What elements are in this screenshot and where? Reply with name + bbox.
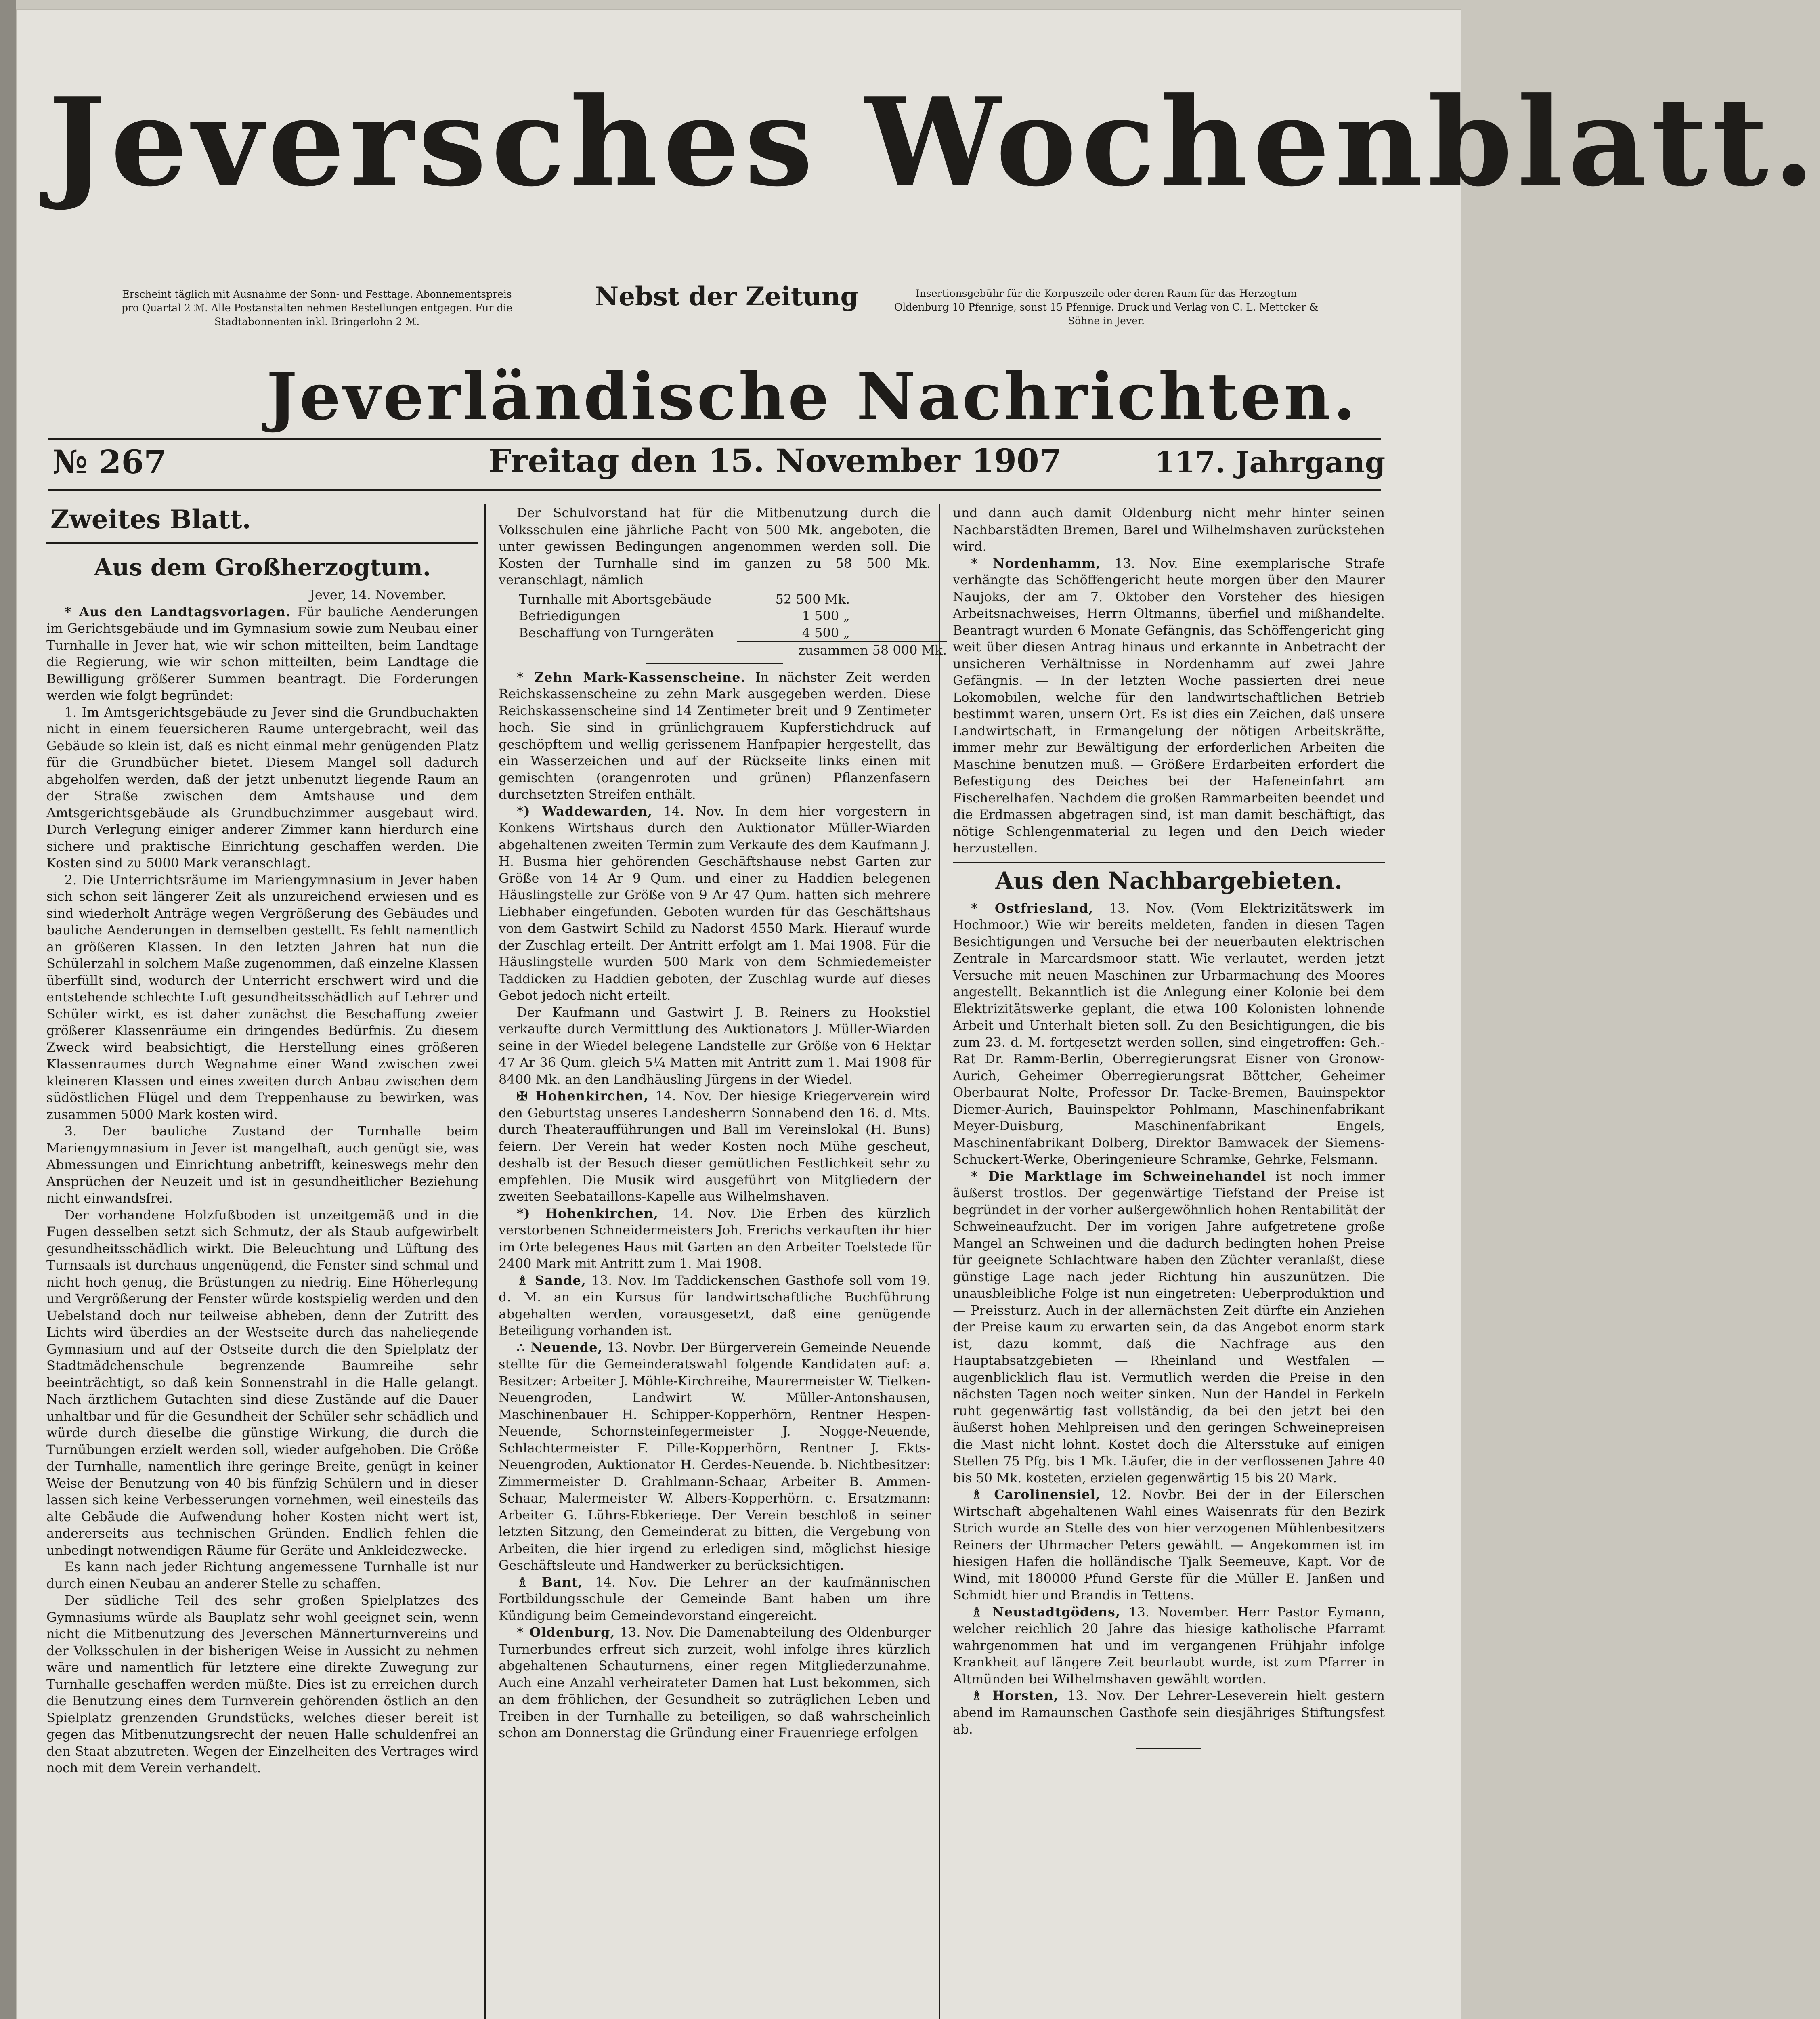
article-heading: *) Waddewarden, [516, 803, 653, 819]
article-paragraph [499, 1624, 931, 1742]
supplement-notice: Nebst der Zeitung [595, 281, 859, 312]
article-paragraph: Es kann nach jeder Richtung angemessene Turnhalle ist nur durch einen Neubau an anderer Stelle zu schaffen. [46, 1559, 478, 1591]
cost-amount: 1 500 „ [802, 608, 850, 623]
article-heading: * Die Marktlage im Schweinehandel [971, 1168, 1266, 1184]
article-heading: ✠ Hohenkirchen, [516, 1088, 649, 1104]
column-3 [953, 505, 1385, 1749]
article-text: 14. Nov. Der hiesige Kriegerverein wird den Geburtstag unseres Landesherrn Sonnabend den 16. d. Mts. durch Theateraufführungen und Ball im Vereinslokal (H. Buns) feiern. Der Verein hat weder Kosten noch Mühe gescheut, deshalb ist der Besuch dieser gemütlichen Festlichkeit sehr zu empfehlen. Die Musik wird ausgeführt von Mitgliedern der zweiten Seebataillons-Kapelle aus Wilhelmshaven. [499, 1088, 931, 1204]
article-text: In nächster Zeit werden Reichskassenscheine zu zehn Mark ausgegeben werden. Diese Reichskassenscheine sind 14 Zentimeter breit und 9 Zentimeter hoch. Sie sind in grünlichgrauem Kupferstichdruck auf geschöpftem und wellig gerissenem Hanfpapier hergestellt, das ein Wasserzeichen und auf der Rückseite links einen mit gemischten (orangenroten und grünen) Pflanzenfasern durchsetzten Streifen enthält. [499, 669, 931, 802]
masthead-rule-top [48, 438, 1381, 440]
cost-amount: 52 500 Mk. [775, 591, 850, 607]
article-paragraph: und dann auch damit Oldenburg nicht mehr hinter seinen Nachbarstädten Bremen, Barel und Wilhelmshaven zurückstehen wird. [953, 505, 1385, 554]
sheet-label: Zweites Blatt. [46, 502, 478, 544]
subscription-notice: Erscheint täglich mit Ausnahme der Sonn- und Festtage. Abonnementspreis pro Quartal 2 ℳ. Alle Postanstalten nehmen Bestellungen entgegen. Für die Stadtabonnenten inkl. Bringerlohn 2 ℳ. [121, 288, 513, 327]
article-paragraph [953, 1687, 1385, 1738]
article-paragraph [499, 1574, 931, 1624]
cost-total: zusammen 58 000 Mk. [737, 641, 947, 659]
issue-date: Freitag den 15. November 1907 [489, 442, 1062, 480]
article-heading: ∴ Neuende, [516, 1339, 603, 1355]
dateline: Jever, 14. November. [310, 587, 446, 602]
article-paragraph [499, 1088, 931, 1205]
cost-item: Befriedigungen [519, 608, 621, 623]
article-text: 13. Nov. (Vom Elektrizitätswerk im Hochmoor.) Wie wir bereits meldeten, fanden in diesen Tagen Besichtigungen und Versuche bei der neuerbauten elektrischen Zentrale in Marcardsmoor statt. Wie verlautet, werden jetzt Versuche mit neuen Maschinen zur Urbarmachung des Moores angestellt. Bekanntlich ist die Anlegung einer Kolonie bei dem Elektrizitätswerke geplant, die etwa 100 Kolonisten lohnende Arbeit und Unterhalt bieten soll. Zu den Besichtigungen, die bis zum 23. d. M. fortgesetzt werden sollen, sind eingetroffen: Geh.-Rat Dr. Ramm-Berlin, Oberregierungsrat Eisner von Gronow-Aurich, Geheimer Oberregierungsrat Böttcher, Geheimer Oberbaurat Nolte, Professor Dr. Tacke-Bremen, Bauinspektor Diemer-Aurich, Bauinspektor Pohlmann, Maschinenfabrikant Meyer-Duisburg, Maschinenfabrikant Engels, Maschinenfabrikant Dolberg, Direktor Bamwacek der Siemens-Schuckert-Werke, Oberingenieure Schramke, Gehrke, Felsmann. [953, 900, 1385, 1167]
article-paragraph: 1. Im Amtsgerichtsgebäude zu Jever sind die Grundbuchakten nicht in einem feuersicheren Raume untergebracht, weil das Gebäude so klein ist, daß es nicht einmal mehr genügenden Platz für die Grundbücher bietet. Diesem Mangel soll dadurch abgeholfen werden, daß der jetzt unbenutzt liegende Raum an der Straße zwischen dem Amtshause und dem Amtsgerichtsgebäude als Grundbuchzimmer ausgebaut wird. Durch Verlegung einiger anderer Zimmer kann hierdurch eine sichere und praktische Einrichtung geschaffen werden. Die Kosten sind zu 5000 Mark veranschlagt. [46, 704, 478, 871]
article-heading: * Ostfriesland, [971, 900, 1094, 916]
article-heading: ♗ Carolinensiel, [971, 1487, 1101, 1502]
cost-row [519, 591, 850, 608]
article-text: Für bauliche Aenderungen im Gerichtsgebäude und im Gymnasium sowie zum Neubau einer Turnhalle in Jever hat, wie wir schon mitteilten, beim Landtage die Regierung, wie wir schon mitteilten, beim Landtage die Bewilligung größerer Summen beantragt. Die Forderungen werden wie folgt begründet: [46, 604, 479, 703]
article-text: 13. Nov. Eine exemplarische Strafe verhängte das Schöffengericht heute morgen über den Maurer Naujoks, der am 7. Oktober den Vorsteher des hiesigen Arbeitsnachweises, Herrn Oltmanns, überfiel und mißhandelte. Beantragt wurden 6 Monate Gefängnis, das Schöffengericht ging weit über diesen Antrag hinaus und erkannte in Anbetracht der unsicheren Verhältnisse in Nordenhamm auf zwei Jahre Gefängnis. — In der letzten Woche passierten drei neue Lokomobilen, welche für den landwirtschaftlichen Betrieb bestimmt waren, unsern Ort. Es ist dies ein Zeichen, daß unsere Landwirtschaft, in Ermangelung der nötigen Arbeitskräfte, immer mehr zur Bewältigung der erforderlichen Arbeiten die Maschine benutzen muß. — Größere Erdarbeiten erfordert die Befestigung des Deiches bei der Hafeneinfahrt am Fischerelhafen. Nachdem die großen Rammarbeiten beendet und die Erdmassen abgetragen sind, ist man damit beschäftigt, das nötige Schlengenmaterial zu legen und den Deich wieder herzustellen. [953, 555, 1385, 856]
cost-amount: 4 500 „ [802, 625, 850, 640]
article-paragraph [499, 1339, 931, 1574]
article-paragraph [953, 555, 1385, 857]
article-paragraph: Der Kaufmann und Gastwirt J. B. Reiners zu Hookstiel verkaufte durch Vermittlung des Auktionators J. Müller-Wiarden seine in der Wiedel belegene Landstelle zur Größe von 6 Hektar 47 Ar 36 Qum. gleich 5¼ Matten mit Antritt zum 1. Mai 1908 für 8400 Mk. an den Landhäusling Jürgens in der Wiedel. [499, 1004, 931, 1087]
article-paragraph: Der Schulvorstand hat für die Mitbenutzung durch die Volksschulen eine jährliche Pacht von 500 Mk. angeboten, die unter gewissen Bedingungen angenommen werden soll. Die Kosten der Turnhalle sind im ganzen zu 58 500 Mk. veranschlagt, nämlich [499, 505, 931, 588]
article-text: 13. Novbr. Der Bürgerverein Gemeinde Neuende stellte für die Gemeinderatswahl folgende Kandidaten auf: a. Besitzer: Arbeiter J. Möhle-Kirchreihe, Maurermeister W. Tielken-Neuengroden, Landwirt W. Müller-Antonshausen, Maschinenbauer H. Schipper-Kopperhörn, Rentner Hespen-Neuende, Schornsteinfegermeister J. Nogge-Neuende, Schlachtermeister F. Pille-Kopperhörn, Rentner J. Ekts-Neuengroden, Auktionator H. Gerdes-Neuende. b. Nichtbesitzer: Zimmermeister D. Grahlmann-Schaar, Arbeiter B. Ammen-Schaar, Malermeister W. Albers-Kopperhörn. c. Ersatzmann: Arbeiter G. Lührs-Ebkeriege. Der Verein beschloß in seiner letzten Sitzung, den Gemeinderat zu bitten, die Vergebung von Arbeiten, die hier irgend zu erledigen sind, möglichst hiesige Geschäftsleute und Handwerker zu berücksichtigen. [499, 1339, 931, 1573]
article-heading: * Aus den Landtagsvorlagen. [64, 604, 291, 619]
column-divider [939, 504, 940, 2019]
end-rule [1136, 1748, 1201, 1749]
binding-gutter [0, 0, 16, 2019]
article-paragraph [953, 900, 1385, 1168]
cost-item: Beschaffung von Turngeräten [519, 625, 714, 640]
article-paragraph: Der vorhandene Holzfußboden ist unzeitgemäß und in die Fugen desselben setzt sich Schmutz, der als Staub aufgewirbelt gesundheitsschädlich wirkt. Die Beleuchtung und Lüftung des Turnsaals ist durchaus ungenügend, die Fenster sind schmal und nicht hoch genug, die Brüstungen zu niedrig. Eine Höherlegung und Vergrößerung der Fenster würde kostspielig werden und den Uebelstand doch nur teilweise abheben, denn der Zutritt des Lichts wird überdies an der Westseite durch das naheliegende Gymnasium und auf der Ostseite durch die den Spielplatz der Stadtmädchenschule begrenzende Baumreihe sehr beeinträchtigt, so daß kein Sonnenstrahl in die Halle gelangt. Nach ärztlichem Gutachten sind diese Zustände auf die Dauer unhaltbar und für die Gesundheit der Schüler sehr schädlich und würde durch dieselbe die günstige Wirkung, die durch die Turnübungen erzielt werden soll, wieder aufgehoben. Die Größe der Turnhalle, namentlich ihre geringe Breite, genügt in keiner Weise der Benutzung von 40 bis fünfzig Schülern und in dieser lassen sich keine Verbesserungen vornehmen, weil einesteils das alte Gebäude die Aufwendung hoher Kosten nicht wert ist, andererseits aus technischen Gründen. Endlich fehlen die unbedingt notwendigen Räume für Geräte und Ankleidezwecke. [46, 1207, 478, 1558]
section-heading: Aus dem Großherzogtum. [94, 554, 431, 581]
masthead-rule-bottom [48, 489, 1381, 491]
article-heading: * Nordenhamm, [971, 555, 1101, 571]
article-text: 13. Nov. Im Taddickenschen Gasthofe soll vom 19. d. M. an ein Kursus für landwirtschaftliche Buchführung abgehalten werden, vorausgesetzt, daß eine genügende Beteiligung vorhanden ist. [499, 1272, 931, 1338]
column-1 [46, 502, 478, 1777]
issue-number: № 267 [52, 443, 166, 481]
article-text: 14. Nov. Die Erben des kürzlich verstorbenen Schneidermeisters Joh. Frerichs verkauften ihr hier im Orte belegenes Haus mit Garten an den Arbeiter Toelstede für 2400 Mark mit Antritt zum 1. Mai 1908. [499, 1205, 931, 1271]
masthead-title: Jeversches Wochenblatt. [48, 71, 1820, 213]
article-heading: ♗ Neustadtgödens, [971, 1604, 1120, 1620]
article-paragraph: Der südliche Teil des sehr großen Spielplatzes des Gymnasiums würde als Bauplatz sehr wohl geeignet sein, wenn nicht die Mitbenutzung des Jeverschen Männerturnvereins und der Volksschulen in der bisherigen Weise in Aussicht zu nehmen wäre und namentlich für letztere eine direkte Zuwegung zur Turnhalle geschaffen werden müßte. Dies ist zu erreichen durch die Benutzung eines dem Turnverein gehörenden östlich an den Spielplatz grenzenden Grundstücks, welches dieser bereit ist gegen das Mitbenutzungsrecht der neuen Halle schuldenfrei an den Staat abzutreten. Wegen der Einzelheiten des Vertrages wird noch mit dem Verein verhandelt. [46, 1593, 478, 1776]
article-paragraph: 3. Der bauliche Zustand der Turnhalle beim Mariengymnasium in Jever ist mangelhaft, auch genügt sie, was Abmessungen und Einrichtung anbetrifft, keineswegs mehr den Ansprüchen der Neuzeit und ist in gesundheitlicher Beziehung nicht einwandsfrei. [46, 1123, 478, 1206]
cost-row [519, 608, 850, 625]
article-text: 13. Nov. Die Damenabteilung des Oldenburger Turnerbundes erfreut sich zurzeit, wohl infolge ihres kürzlich abgehaltenen Schauturnens, einer regen Mitgliederzunahme. Auch eine Anzahl verheirateter Damen hat Lust bekommen, sich an dem fröhlichen, der Gesundheit so zuträglichen Leben und Treiben in der Turnhalle zu beteiligen, so daß wahrscheinlich schon am Donnerstag die Gründung einer Frauenriege erfolgen [499, 1624, 931, 1740]
cost-row [519, 625, 850, 642]
column-divider [484, 504, 486, 2019]
cost-table [519, 591, 947, 659]
article-paragraph [499, 669, 931, 803]
article-paragraph [953, 1168, 1385, 1487]
newspaper-page [16, 9, 1820, 2019]
article-heading: * Zehn Mark-Kassenscheine. [516, 669, 746, 685]
article-heading: *) Hohenkirchen, [516, 1205, 658, 1221]
advertising-notice: Insertionsgebühr für die Korpuszeile oder deren Raum für das Herzogtum Oldenburg 10 Pfennige, sonst 15 Pfennige. Druck und Verlag von C. L. Mettcker & Söhne in Jever. [894, 288, 1319, 327]
article-paragraph [499, 1205, 931, 1272]
article-text: 14. Nov. Die Lehrer an der kaufmännischen Fortbildungsschule der Gemeinde Bant haben um ihre Kündigung beim Gemeindevorstand eingereicht. [499, 1574, 931, 1623]
article-paragraph [46, 604, 478, 704]
article-text: 14. Nov. In dem hier vorgestern in Konkens Wirtshaus durch den Auktionator Müller-Wiarden abgehaltenen zweiten Termin zum Verkaufe des dem Kaufmann J. H. Busma hier gehörenden Geschäftshause nebst Garten zur Größe von 14 Ar 9 Qum. und einer zu Haddien belegenen Häuslingstelle zur Größe von 9 Ar 47 Qum. hatten sich mehrere Liebhaber eingefunden. Geboten wurden für das Geschäftshaus von dem Gastwirt Schild zu Nadorst 4550 Mark. Hierauf wurde der Zuschlag erteilt. Der Antritt erfolgt am 1. Mai 1908. Für die Häuslingstelle wurden 500 Mark von dem Schmiedemeister Taddicken zu Haddien geboten, der Zuschlag wurde auf dieses Gebot jedoch nicht erteilt. [499, 803, 931, 1003]
article-heading: ♗ Sande, [516, 1272, 586, 1288]
volume-year: 117. Jahrgang [1155, 445, 1386, 479]
article-text: 13. November. Herr Pastor Eymann, welcher reichlich 20 Jahre das hiesige katholische Pfarramt wahrgenommen hat und im vergangenen Frühjahr infolge Krankheit auf längere Zeit beurlaubt wurde, ist zum Pfarrer in Altmünden bei Wilhelmshaven gewählt worden. [953, 1604, 1385, 1687]
article-paragraph: 2. Die Unterrichtsräume im Mariengymnasium in Jever haben sich schon seit längerer Zeit als unzureichend erwiesen und es sind wiederholt Anträge wegen Vergrößerung des Gebäudes und bauliche Aenderungen in demselben gestellt. Es fehlt namentlich an größeren Klassen. In den letzten Jahren hat nun die Schülerzahl in solchem Maße zugenommen, daß einzelne Klassen überfüllt sind, wodurch der Unterricht erschwert wird und die entstehende schlechte Luft gesundheitsschädlich auf Lehrer und Schüler wirkt, es ist daher zunächst die Beschaffung zweier größerer Klassenräume ein dringendes Bedürfnis. Zu diesem Zweck wird beabsichtigt, die Herstellung eines größeren Klassenraumes durch Wegnahme einer Wand zwischen zwei kleineren Klassen und eines zweiten durch Anbau zwischen dem südöstlichen Flügel und dem Treppenhause zu bewirken, was zusammen 5000 Mark kosten wird. [46, 872, 478, 1122]
article-heading: ♗ Bant, [516, 1574, 583, 1590]
article-heading: ♗ Horsten, [971, 1688, 1059, 1703]
article-paragraph [953, 1604, 1385, 1688]
article-text: ist noch immer äußerst trostlos. Der gegenwärtige Tiefstand der Preise ist begründet in der vorher außergewöhnlich hohen Rentabilität der Schweineaufzucht. Der im vorigen Jahre aufgetretene große Mangel an Schweinen und die dadurch bedingten hohen Preise für geeignete Schlachtware haben den Züchter veranlaßt, diese günstige Lage nach jeder Richtung hin auszunützen. Die unausbleibliche Folge ist nun eingetreten: Ueberproduktion und — Preissturz. Auch in der allernächsten Zeit dürfte ein Anziehen der Preise kaum zu erwarten sein, da das Angebot enorm stark ist, dazu kommt, daß die Nachfrage aus den Hauptabsatzgebieten — Rheinland und Westfalen — augenblicklich flau ist. Vermutlich werden die Preise in den nächsten Tagen noch weiter sinken. Nun der Handel in Ferkeln ruht gegenwärtig fast vollständig, da bei den jetzt bei den äußerst hohen Mehlpreisen und den geringen Schweinepreisen die Mast nicht lohnt. Kostet doch die Altersstuke auf einigen Stellen 75 Pfg. bis 1 Mk. Läufer, die in der verflossenen Jahre 40 bis 50 Mk. kosteten, erzielen gegenwärtig 15 bis 20 Mark. [953, 1168, 1385, 1486]
section-heading: Aus den Nachbargebieten. [995, 867, 1342, 894]
cost-item: Turnhalle mit Abortsgebäude [519, 591, 712, 607]
article-separator [646, 663, 783, 664]
article-paragraph [499, 803, 931, 1004]
article-paragraph [499, 1272, 931, 1339]
masthead-subtitle: Jeverländische Nachrichten. [266, 359, 1358, 434]
section-rule [953, 862, 1385, 863]
article-paragraph [953, 1486, 1385, 1604]
article-text: 13. Nov. Der Lehrer-Leseverein hielt gestern abend im Ramaunschen Gasthofe sein diesjähriges Stiftungsfest ab. [953, 1688, 1385, 1737]
article-heading: * Oldenburg, [516, 1624, 615, 1640]
column-2 [499, 505, 947, 1742]
article-text: 12. Novbr. Bei der in der Eilerschen Wirtschaft abgehaltenen Wahl eines Waisenrats für den Bezirk Strich wurde an Stelle des von hier verzogenen Mühlenbesitzers Reiners der Uhrmacher Peters gewählt. — Angekommen ist im hiesigen Hafen die holländische Tjalk Seemeuve, Kapt. Vor de Wind, mit 180000 Pfund Gerste für die Müller E. Janßen und Schmidt hier und Brandis in Tettens. [953, 1487, 1385, 1603]
